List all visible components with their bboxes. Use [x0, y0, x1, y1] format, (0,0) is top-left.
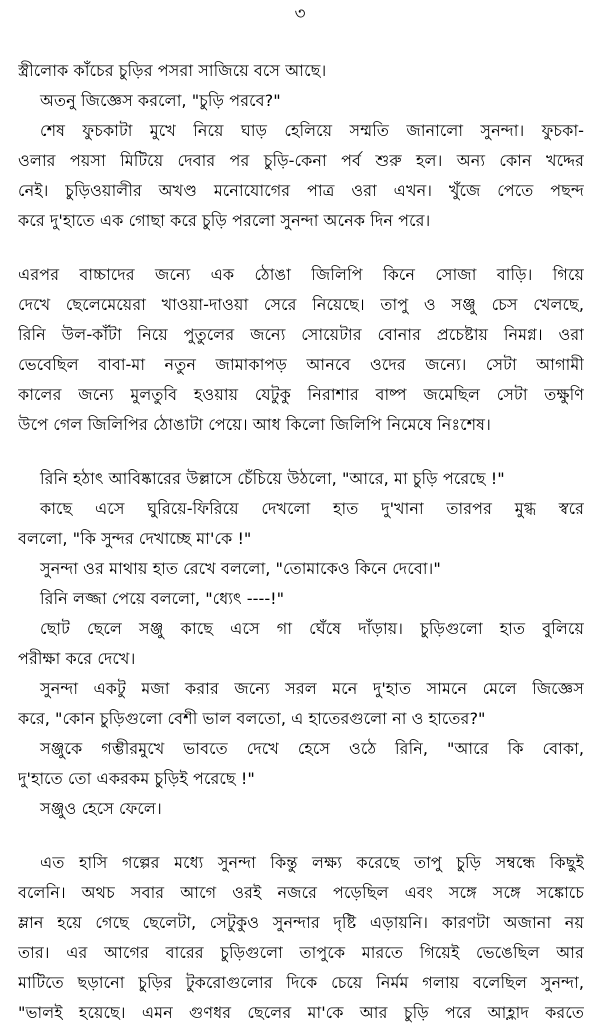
paragraph-gap — [18, 440, 584, 464]
text-line: উপে গেল জিলিপির ঠোঙাটা পেয়ে। আধ কিলো জিলিপি নিমেষে নিঃশেষ। — [18, 415, 491, 434]
text-line: মাটিতে ছড়ানো চুড়ির টুকরোগুলোর দিকে চেয়ে নির্মম গলায় বলেছিল সুনন্দা, — [18, 973, 584, 992]
text-line: কালের জন্যে মুলতুবি হওয়ায় যেটুকু নিরাশার বাষ্প জমেছিল সেটা তক্ষুণি — [18, 385, 584, 404]
text-line: এরপর বাচ্চাদের জন্যে এক ঠোঙা জিলিপি কিনে সোজা বাড়ি। গিয়ে — [18, 265, 584, 284]
text-line: অতনু জিজ্ঞেস করলো, "চুড়ি পরবে?" — [40, 91, 281, 110]
paragraph-gap — [18, 236, 584, 260]
text-line: "ভালই হয়েছে। এমন গুণধর ছেলের মা'কে আর চুড়ি পরে আহ্লাদ করতে — [18, 1003, 584, 1022]
text-line: বলেনি। অথচ সবার আগে ওরই নজরে পড়েছিল এবং সঙ্গে সঙ্গে সঙ্কোচে — [18, 883, 584, 902]
text-line: রিনি লজ্জা পেয়ে বললো, "ধ্যেৎ ----!" — [40, 589, 285, 608]
text-line: ম্লান হয়ে গেছে ছেলেটা, সেটুকুও সুনন্দার দৃষ্টি এড়ায়নি। কারণটা অজানা নয় — [18, 913, 584, 932]
text-line: শেষ ফুচকাটা মুখে নিয়ে ঘাড় হেলিয়ে সম্মতি জানালো সুনন্দা। ফুচকা- — [40, 121, 584, 140]
story-text — [18, 56, 584, 1028]
text-line: সুনন্দা ওর মাথায় হাত রেখে বললো, "তোমাকেও কিনে দেবো।" — [40, 559, 441, 578]
text-line: করে দু'হাতে এক গোছা করে চুড়ি পরলো সুনন্দা অনেক দিন পরে। — [18, 211, 431, 230]
paragraph-gap — [18, 824, 584, 848]
text-line: স্ত্রীলোক কাঁচের চুড়ির পসরা সাজিয়ে বসে আছে। — [18, 61, 327, 80]
text-line: করে, "কোন চুড়িগুলো বেশী ভাল বলতো, এ হাতেরগুলো না ও হাতের?" — [18, 709, 486, 728]
text-line: রিনি উল-কাঁটা নিয়ে পুতুলের জন্যে সোয়েটার বোনার প্রচেষ্টায় নিমগ্ন। ওরা — [18, 325, 584, 344]
text-line: ভেবেছিল বাবা-মা নতুন জামাকাপড় আনবে ওদের জন্যে। সেটা আগামী — [18, 355, 584, 374]
text-line: সঞ্জুও হেসে ফেলে। — [40, 799, 162, 818]
text-line: সুনন্দা একটু মজা করার জন্যে সরল মনে দু'হাত সামনে মেলে জিজ্ঞেস — [40, 679, 584, 698]
text-line: সঞ্জুকে গম্ভীরমুখে ভাবতে দেখে হেসে ওঠে রিনি, "আরে কি বোকা, — [40, 739, 584, 758]
text-line: তার। এর আগের বারের চুড়িগুলো তাপুকে মারতে গিয়েই ভেঙেছিল আর — [18, 943, 584, 962]
text-line: রিনি হঠাৎ আবিষ্কারের উল্লাসে চেঁচিয়ে উঠলো, "আরে, মা চুড়ি পরেছে !" — [40, 469, 505, 488]
text-line: এত হাসি গল্পের মধ্যে সুনন্দা কিন্তু লক্ষ্য করেছে তাপু চুড়ি সম্বন্ধে কিছুই — [40, 853, 584, 872]
text-line: ছোট ছেলে সঞ্জু কাছে এসে গা ঘেঁষে দাঁড়ায়। চুড়িগুলো হাত বুলিয়ে — [40, 619, 584, 638]
page-number: ৩ — [294, 4, 306, 24]
text-line: দেখে ছেলেমেয়েরা খাওয়া-দাওয়া সেরে নিয়েছে। তাপু ও সঞ্জু চেস খেলছে, — [18, 295, 584, 314]
text-line: ওলার পয়সা মিটিয়ে দেবার পর চুড়ি-কেনা পর্ব শুরু হল। অন্য কোন খদ্দের — [18, 151, 584, 170]
text-line: নেই। চুড়িওয়ালীর অখণ্ড মনোযোগের পাত্র ওরা এখন। খুঁজে পেতে পছন্দ — [18, 181, 584, 200]
text-line: দু'হাতে তো একরকম চুড়িই পরেছে !" — [18, 769, 255, 788]
text-line: কাছে এসে ঘুরিয়ে-ফিরিয়ে দেখলো হাত দু'খানা তারপর মুগ্ধ স্বরে — [40, 499, 584, 518]
text-line: পরীক্ষা করে দেখে। — [18, 649, 136, 668]
text-line: বললো, "কি সুন্দর দেখাচ্ছে মা'কে !" — [18, 529, 252, 548]
